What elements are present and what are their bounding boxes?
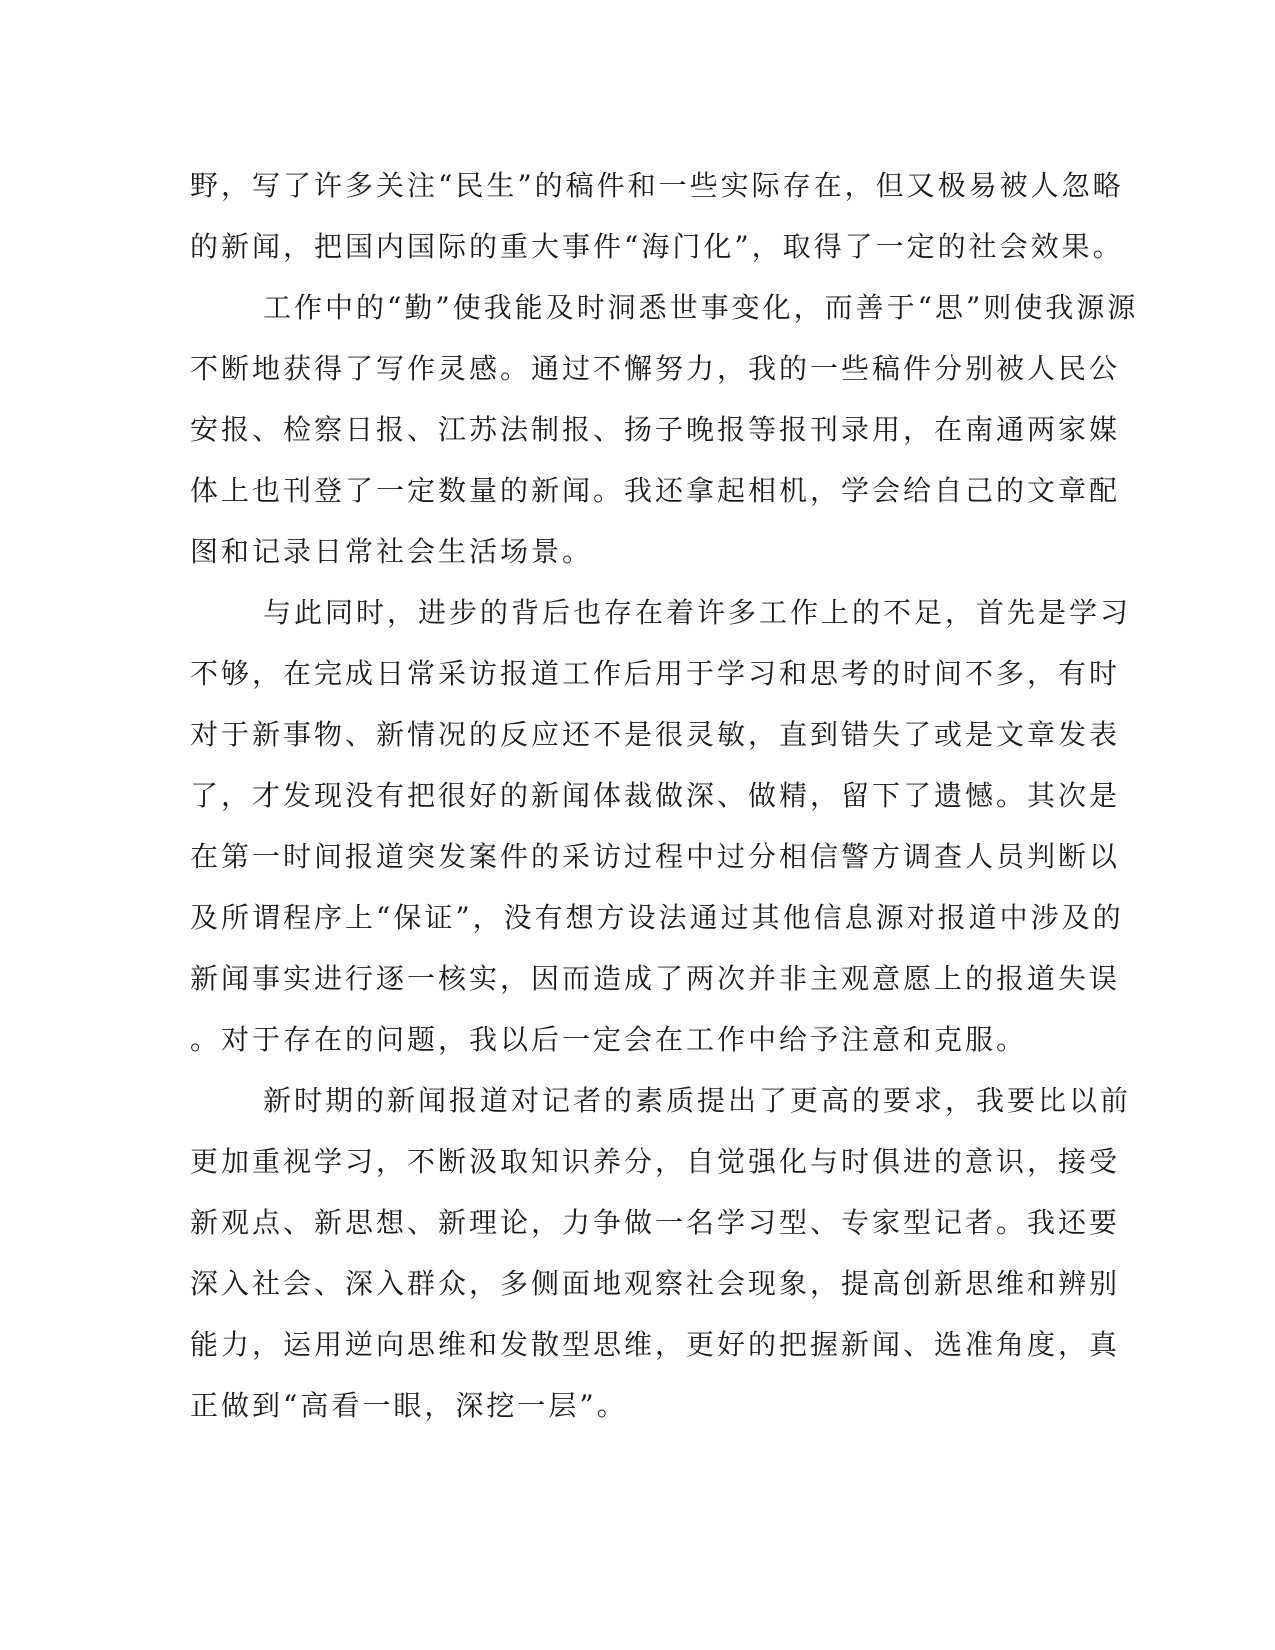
- text-line: 了，才发现没有把很好的新闻体裁做深、做精，留下了遗憾。其次是: [190, 779, 1121, 812]
- document-body: [190, 155, 1139, 1436]
- text-line: 安报、检察日报、江苏法制报、扬子晚报等报刊录用，在南通两家媒: [190, 413, 1121, 446]
- text-line: 体上也刊登了一定数量的新闻。我还拿起相机，学会给自己的文章配: [190, 474, 1121, 507]
- text-line: 正做到“高看一眼，深挖一层”。: [190, 1389, 628, 1422]
- text-line: 的新闻，把国内国际的重大事件“海门化”，取得了一定的社会效果。: [190, 230, 1124, 263]
- paragraph: [190, 582, 1132, 1070]
- paragraph: [190, 155, 1124, 277]
- paragraph: [190, 277, 1139, 582]
- text-line: 野，写了许多关注“民生”的稿件和一些实际存在，但又极易被人忽略: [190, 169, 1124, 202]
- text-line: 新观点、新思想、新理论，力争做一名学习型、专家型记者。我还要: [190, 1206, 1121, 1239]
- text-line: 不够，在完成日常采访报道工作后用于学习和思考的时间不多，有时: [190, 657, 1121, 690]
- text-line: 与此同时，进步的背后也存在着许多工作上的不足，首先是学习: [263, 596, 1132, 629]
- text-line: 新时期的新闻报道对记者的素质提出了更高的要求，我要比以前: [263, 1084, 1132, 1117]
- text-line: 工作中的“勤”使我能及时洞悉世事变化，而善于“思”则使我源源: [263, 291, 1139, 324]
- text-line: 。对于存在的问题，我以后一定会在工作中给予注意和克服。: [190, 1023, 1028, 1056]
- text-line: 图和记录日常社会生活场景。: [190, 535, 594, 568]
- text-line: 能力，运用逆向思维和发散型思维，更好的把握新闻、选准角度，真: [190, 1328, 1121, 1361]
- text-line: 更加重视学习，不断汲取知识养分，自觉强化与时俱进的意识，接受: [190, 1145, 1121, 1178]
- text-line: 新闻事实进行逐一核实，因而造成了两次并非主观意愿上的报道失误: [190, 962, 1121, 995]
- paragraph: [190, 1070, 1132, 1436]
- text-line: 在第一时间报道突发案件的采访过程中过分相信警方调查人员判断以: [190, 840, 1121, 873]
- text-line: 及所谓程序上“保证”，没有想方设法通过其他信息源对报道中涉及的: [190, 901, 1124, 934]
- text-line: 深入社会、深入群众，多侧面地观察社会现象，提高创新思维和辨别: [190, 1267, 1121, 1300]
- text-line: 不断地获得了写作灵感。通过不懈努力，我的一些稿件分别被人民公: [190, 352, 1121, 385]
- text-line: 对于新事物、新情况的反应还不是很灵敏，直到错失了或是文章发表: [190, 718, 1121, 751]
